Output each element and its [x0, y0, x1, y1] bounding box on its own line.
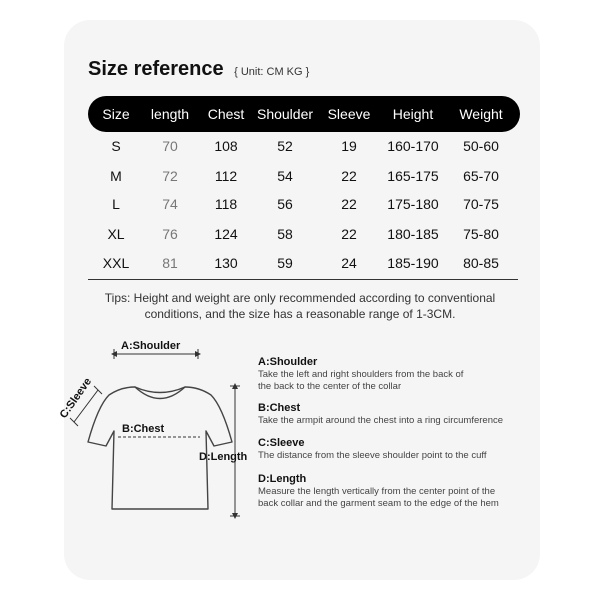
cell-height: 160-170 — [387, 138, 439, 154]
cell-weight: 65-70 — [463, 168, 499, 184]
cell-length: 72 — [162, 168, 178, 184]
description-title: A:Shoulder — [258, 356, 318, 368]
cell-size: M — [110, 168, 122, 184]
header-weight: Weight — [459, 106, 503, 122]
table-row — [88, 219, 520, 249]
table-row — [88, 161, 520, 191]
description-sleeve — [258, 437, 548, 462]
description-title: D:Length — [258, 473, 307, 485]
cell-shoulder: 56 — [277, 196, 293, 212]
description-text: Measure the length vertically from the center point of the — [258, 486, 496, 497]
header-size: Size — [102, 106, 130, 122]
cell-sleeve: 22 — [341, 168, 357, 184]
cell-height: 185-190 — [387, 255, 439, 271]
table-row — [88, 248, 520, 278]
cell-height: 175-180 — [387, 196, 439, 212]
header-length: length — [150, 106, 190, 122]
length-diagram-label: D:Length — [199, 451, 248, 463]
cell-shoulder: 52 — [277, 138, 293, 154]
tshirt-diagram — [48, 334, 278, 534]
cell-sleeve: 19 — [341, 138, 357, 154]
cell-chest: 124 — [214, 226, 238, 242]
tips-line-1: Tips: Height and weight are only recommended according to conventional — [104, 291, 496, 305]
cell-sleeve: 22 — [341, 226, 357, 242]
cell-height: 180-185 — [387, 226, 439, 242]
header-chest: Chest — [207, 106, 245, 122]
cell-height: 165-175 — [387, 168, 439, 184]
cell-size: L — [112, 196, 120, 212]
header-shoulder: Shoulder — [256, 106, 314, 122]
cell-size: XL — [107, 226, 125, 242]
description-text: Take the armpit around the chest into a ring circumference — [258, 415, 504, 426]
description-shoulder — [258, 356, 548, 393]
description-length — [258, 473, 548, 510]
cell-weight: 80-85 — [463, 255, 499, 271]
cell-chest: 112 — [214, 168, 238, 184]
tips-line-2: conditions, and the size has a reasonable range of 1-3CM. — [144, 307, 456, 321]
description-chest — [258, 402, 548, 427]
header-sleeve: Sleeve — [327, 106, 371, 122]
cell-length: 76 — [162, 226, 178, 242]
description-title: C:Sleeve — [258, 437, 305, 449]
table-row — [88, 131, 520, 161]
chest-diagram-label: B:Chest — [122, 423, 165, 435]
title-row — [88, 58, 309, 81]
table-bottom-line — [88, 279, 518, 280]
cell-length: 74 — [162, 196, 178, 212]
table-header — [88, 96, 520, 132]
tips-text — [80, 290, 520, 322]
description-title: B:Chest — [258, 402, 301, 414]
description-text: The distance from the sleeve shoulder point to the cuff — [258, 450, 487, 461]
cell-size: XXL — [102, 255, 130, 271]
cell-length: 70 — [162, 138, 178, 154]
shoulder-diagram-label: A:Shoulder — [121, 340, 181, 352]
page-title: Size reference — [88, 58, 224, 80]
cell-length: 81 — [162, 255, 178, 271]
cell-sleeve: 24 — [341, 255, 357, 271]
cell-shoulder: 59 — [277, 255, 293, 271]
cell-weight: 75-80 — [463, 226, 499, 242]
unit-label: { Unit: CM KG } — [234, 66, 310, 78]
cell-chest: 130 — [214, 255, 238, 271]
description-text: Take the left and right shoulders from the back of — [258, 369, 464, 380]
header-height: Height — [392, 106, 434, 122]
cell-weight: 70-75 — [463, 196, 499, 212]
cell-chest: 108 — [214, 138, 238, 154]
cell-shoulder: 58 — [277, 226, 293, 242]
description-text: back collar and the garment seam to the edge of the hem — [258, 498, 499, 509]
cell-weight: 50-60 — [463, 138, 499, 154]
cell-chest: 118 — [214, 196, 238, 212]
cell-sleeve: 22 — [341, 196, 357, 212]
cell-shoulder: 54 — [277, 168, 293, 184]
table-row — [88, 189, 520, 219]
cell-size: S — [111, 138, 121, 154]
sleeve-diagram-label: C:Sleeve — [57, 375, 95, 421]
tshirt-outline — [88, 387, 232, 509]
description-text: the back to the center of the collar — [258, 381, 402, 392]
